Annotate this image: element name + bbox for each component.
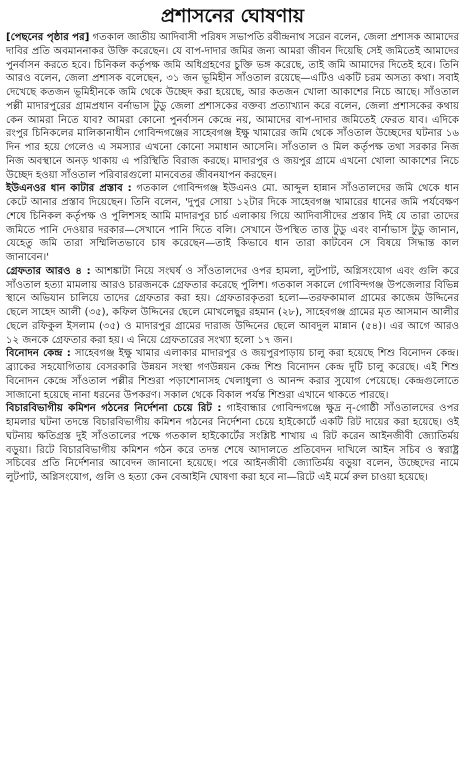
continuation-lead: [পেছনের পৃষ্ঠার পর]	[6, 32, 90, 43]
section-continuation	[6, 31, 459, 182]
continuation-text: গতকাল জাতীয় আদিবাসী পরিষদ সভাপতি রবীন্দ্রনাথ সরেন বলেন, জেলা প্রশাসক আমাদের দাবির প্রতি অবমাননাকর উক্তি করেছেন। যে বাপ-দাদার জমির জন্য আমরা জীবন দিয়েছি সেই জমিতেই আমাদের পুনর্বাসন করতে হবে। চিনিকল কর্তৃপক্ষ জমি অধিগ্রহণের চুক্তি ভঙ্গ করেছে, তাই জমি আমাদের দিতেই হবে। তিনি আরও বলেন, জেলা প্রশাসক বলেছেন, ৩১ জন ভূমিহীন সাঁওতাল রয়েছে—এটিও একটি চরম অসত্য কথা। সবাই দেখেছে কতজন ভূমিহীনকে জমি থেকে উচ্ছেদ করা হয়েছে, আর কতজন খোলা আকাশের নিচে আছে। সাঁওতাল পল্লী মাদারপুরের গ্রামপ্রধান বর্নাভাস টুডু জেলা প্রশাসকের বক্তব্য প্রত্যাখ্যান করে বলেন, জেলা প্রশাসকের কথায় কেন আমরা নিতে যাব? আমরা কোনো পুনর্বাসন কেন্দ্রে নয়, আমাদের বাপ-দাদার জমিতেই ফেরত যাব। এদিকে রংপুর চিনিকলের মালিকানাধীন গোবিন্দগঞ্জের সাহেবগঞ্জ ইক্ষু খামারের জমি থেকে সাঁওতাল উচ্ছেদের ঘটনার ১৬ দিন পার হয়ে গেলেও এ সমস্যার এখনো কোনো সমাধান আসেনি। সাঁওতাল ও মিল কর্তৃপক্ষ তথা সরকার নিজ নিজ অবস্থানে অনড় থাকায় এ পরিস্থিতি বিরাজ করছে। মাদারপুর ও জয়পুর গ্রামে এখনো খোলা আকাশের নিচে উচ্ছেদ হওয়া সাঁওতাল পরিবারগুলো মানবেতর জীবনযাপন করছেন।	[6, 32, 460, 181]
arrests-lead: গ্রেফতার আরও ৪ :	[6, 265, 91, 277]
recreation-center-text: সাহেবগঞ্জ ইক্ষু খামার এলাকার মাদারপুর ও জয়পুরপাড়ায় চালু করা হয়েছে শিশু বিনোদন কেন্দ্র। ব্র্যাকের সহযোগিতায় বেসরকারি উন্নয়ন সংস্থা গণউন্নয়ন কেন্দ্র শিশু বিনোদন কেন্দ্র দুটি চালু করেছে। এই শিশু বিনোদন কেন্দ্রে সাঁওতাল পল্লীর শিশুরা পড়াশোনাসহ খেলাধুলা ও আনন্দ করার সুযোগ পেয়েছে। কেন্দ্রগুলোতে সাজানো হয়েছে নানা ধরনের উপকরণ। সকাল থেকে বিকাল পর্যন্ত শিশুরা এখানে থাকতে পারছে।	[6, 348, 459, 401]
writ-petition-text: গাইবান্ধার গোবিন্দগঞ্জে ক্ষুদ্র নৃ-গোষ্ঠী সাঁওতালদের ওপর হামলার ঘটনা তদন্তে বিচারবিভাগীয় কমিশন গঠনের নির্দেশনা চেয়ে হাইকোর্টে একটি রিট দায়ের করা হয়েছে। ওই ঘটনায় ক্ষতিগ্রস্ত দুই সাঁওতালের পক্ষে গতকাল হাইকোর্টের সংশ্লিষ্ট শাখায় এ রিট করেন আইনজীবী জ্যোতির্ময় বড়ুয়া। রিটে বিচারবিভাগীয় কমিশন গঠন করে তদন্ত শেষে আদালতে প্রতিবেদন দাখিলে আইন সচিব ও স্বরাষ্ট্র সচিবের প্রতি নির্দেশনার আবেদন জানানো হয়েছে। পরে আইনজীবী জ্যোতির্ময় বড়ুয়া বলেন, উচ্ছেদের নামে লুটপাট, অগ্নিসংযোগ, গুলি ও হত্যা কেন বেআইনি ঘোষণা করা হবে না—রিটে এই মর্মে রুল চাওয়া হয়েছে।	[6, 403, 459, 483]
uno-proposal-text: গতকাল গোবিন্দগঞ্জ ইউএনও মো. আব্দুল হান্নান সাঁওতালদের জমি থেকে ধান কেটে আনার প্রস্তাব দিয়েছেন। তিনি বলেন, 'দুপুর সোয়া ১২টার দিকে সাহেবগঞ্জ খামারের ধানের জমি পর্যবেক্ষণ শেষে চিনিকল কর্তৃপক্ষ ও পুলিশসহ আমি মাদারপুর চার্চ এলাকায় গিয়ে আদিবাসীদের প্রস্তাব দিই যে তারা তাদের জমিতে পানি দেওয়ার দরকার—সেখানে পানি দিতে বলি। সেখানে উপস্থিত তাত্ত টুডু এবং বার্নাভাস টুডু জানান, যেহেতু জমি তারা সম্মিলিতভাবে চাষ করেছেন—তাই কিভাবে ধান তারা কাটবেন সে বিষয়ে সিদ্ধান্ত কাল জানাবেন।'	[6, 183, 459, 263]
writ-petition-lead: বিচারবিভাগীয় কমিশন গঠনের নির্দেশনা চেয়ে রিট :	[6, 403, 222, 415]
section-recreation-center	[6, 347, 459, 402]
recreation-center-lead: বিনোদন কেন্দ্র :	[6, 348, 71, 360]
section-writ-petition	[6, 402, 459, 485]
section-arrests	[6, 265, 459, 348]
arrests-text: আশঙ্কাটা নিয়ে সংঘর্ষ ও সাঁওতালদের ওপর হামলা, লুটপাট, অগ্নিসংযোগ এবং গুলি করে সাঁওতাল হত্যা মামলায় আরও চারজনকে গ্রেফতার করেছে পুলিশ। গতকাল সকালে গোবিন্দগঞ্জ উপজেলার বিভিন্ন স্থানে অভিযান চালিয়ে তাদের গ্রেফতার করা হয়। গ্রেফতারকৃতরা হলো—তরফকামাল গ্রামের কাজেম উদ্দিনের ছেলে সাহেদ আলী (৩৫), কফিল উদ্দিনের ছেলে মোখলেছুর রহমান (২৮), সাহেবগঞ্জ গ্রামের মৃত আসমান আলীর ছেলে রফিকুল ইসলাম (৩৫) ও মাদারপুর গ্রামের দারাজ উদ্দিনের ছেলে আবদুল মান্নান (৫৪)। এর আগে আরও ১২ জনকে গ্রেফতার করা হয়। এ নিয়ে গ্রেফতারের সংখ্যা হলো ১৭ জন।	[6, 265, 459, 346]
uno-proposal-lead: ইউএনওর ধান কাটার প্রস্তাব :	[6, 183, 132, 195]
headline: প্রশাসনের ঘোষণায়	[160, 5, 305, 27]
section-uno-proposal	[6, 182, 459, 265]
